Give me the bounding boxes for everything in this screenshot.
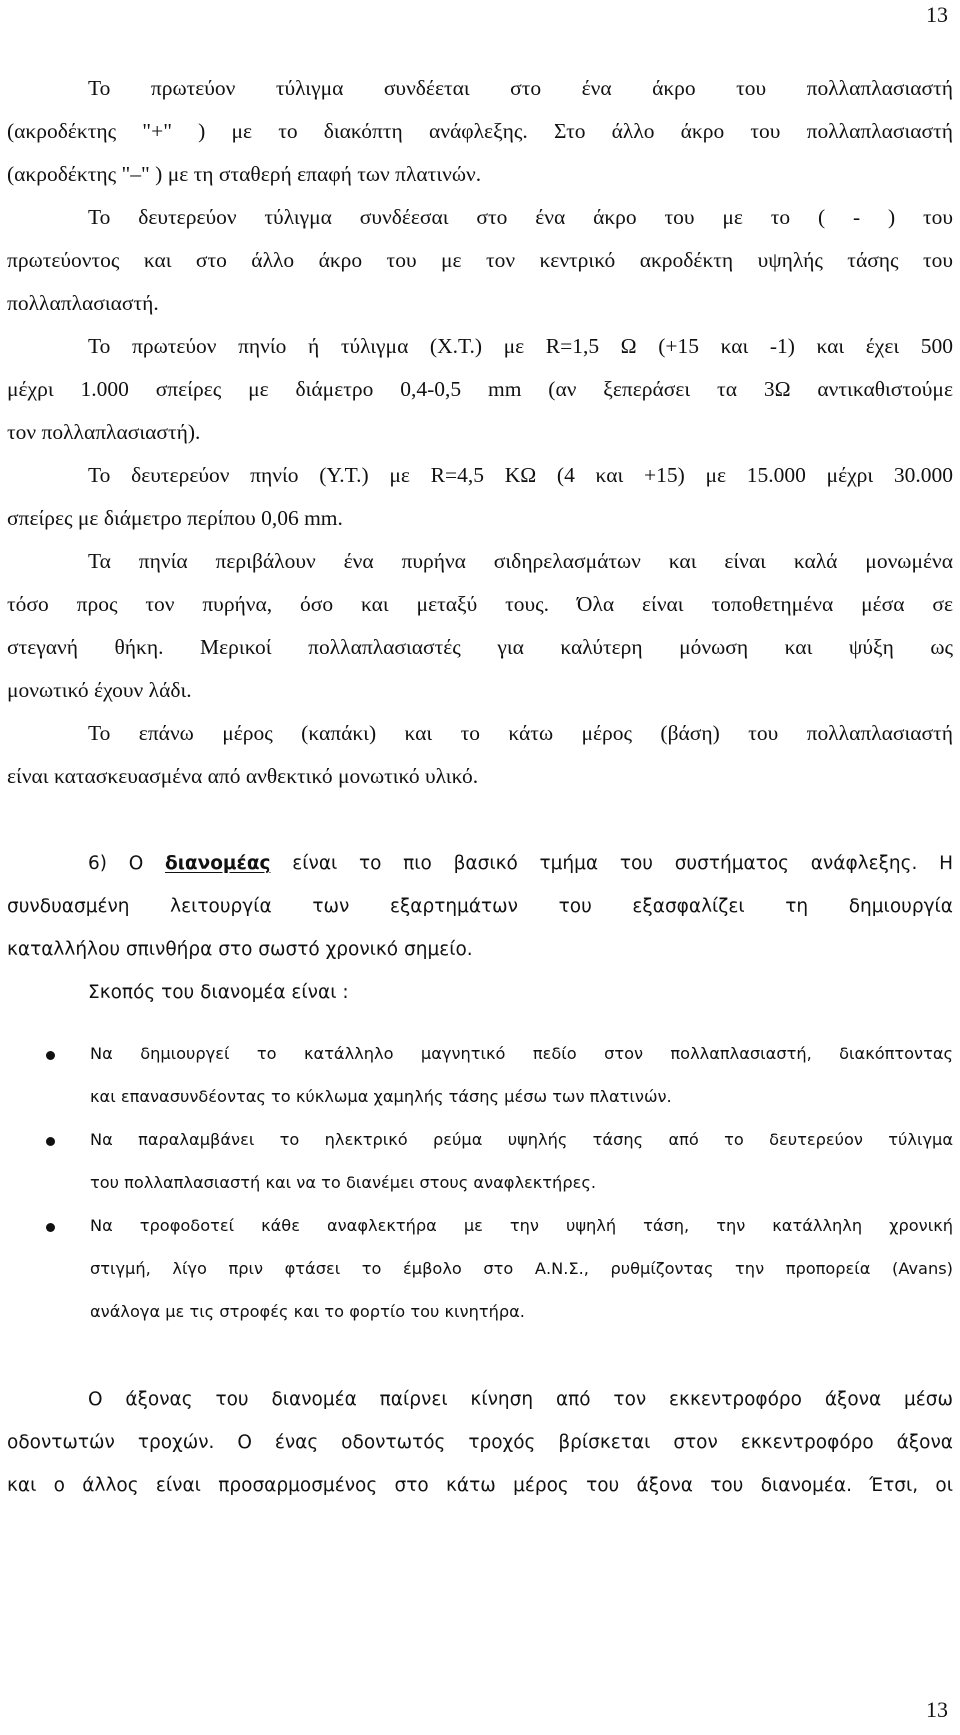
term-distributor: διανομέας	[164, 853, 271, 874]
paragraph-line: (ακροδέκτης "–" ) με τη σταθερή επαφή των πλατινών.	[7, 162, 482, 186]
paragraph-line: στεγανή θήκη. Μερικοί πολλαπλασιαστές για καλύτερη μόνωση και ψύξη ως	[7, 635, 953, 659]
paragraph-line: Το δευτερεύον πηνίο (Υ.Τ.) με R=4,5 ΚΩ (4 και +15) με 15.000 μέχρι 30.000	[88, 463, 953, 487]
paragraph-line: είναι κατασκευασμένα από ανθεκτικό μονωτικό υλικό.	[7, 764, 479, 788]
paragraph-line: Ο άξονας του διανομέα παίρνει κίνηση από τον εκκεντροφόρο άξονα μέσω	[88, 1389, 953, 1410]
bullet-icon	[46, 1051, 55, 1060]
bullet-icon	[46, 1223, 55, 1232]
list-item-line: ανάλογα με τις στροφές και το φορτίο του κινητήρα.	[90, 1302, 525, 1321]
paragraph-line: μέχρι 1.000 σπείρες με διάμετρο 0,4-0,5 mm (αν ξεπεράσει τα 3Ω αντικαθιστούμε	[7, 377, 953, 401]
paragraph-line: Το πρωτεύον πηνίο ή τύλιγμα (Χ.Τ.) με R=1,5 Ω (+15 και -1) και έχει 500	[88, 334, 953, 358]
page-number-bottom: 13	[926, 1697, 948, 1722]
list-intro: Σκοπός του διανομέα είναι :	[88, 982, 349, 1003]
paragraph-line: τόσο προς τον πυρήνα, όσο και μεταξύ τους. Όλα είναι τοποθετημένα μέσα σε	[7, 592, 953, 616]
paragraph-line: οδοντωτών τροχών. Ο ένας οδοντωτός τροχός βρίσκεται στον εκκεντροφόρο άξονα	[7, 1432, 953, 1453]
list-item-line: του πολλαπλασιαστή και να το διανέμει στους αναφλεκτήρες.	[90, 1173, 596, 1192]
paragraph-line: Το πρωτεύον τύλιγμα συνδέεται στο ένα άκρο του πολλαπλασιαστή	[88, 76, 953, 100]
paragraph-line: τον πολλαπλασιαστή).	[7, 420, 201, 444]
list-item-line: στιγμή, λίγο πριν φτάσει το έμβολο στο Α.Ν.Σ., ρυθμίζοντας την προπορεία (Avans)	[90, 1259, 953, 1278]
section-heading-line	[88, 850, 953, 878]
paragraph-line: καταλλήλου σπινθήρα στο σωστό χρονικό σημείο.	[7, 939, 473, 960]
paragraph-line: Το επάνω μέρος (καπάκι) και το κάτω μέρος (βάση) του πολλαπλασιαστή	[88, 721, 953, 745]
paragraph-line: σπείρες με διάμετρο περίπου 0,06 mm.	[7, 506, 343, 530]
paragraph-line: πρωτεύοντος και στο άλλο άκρο του με τον κεντρικό ακροδέκτη υψηλής τάσης του	[7, 248, 953, 272]
paragraph-line: Το δευτερεύον τύλιγμα συνδέεσαι στο ένα άκρο του με το ( - ) του	[88, 205, 953, 229]
paragraph-line: πολλαπλασιαστή.	[7, 291, 159, 315]
paragraph-line: μονωτικό έχουν λάδι.	[7, 678, 192, 702]
paragraph-line: συνδυασμένη λειτουργία των εξαρτημάτων του εξασφαλίζει τη δημιουργία	[7, 896, 953, 917]
paragraph-line: και ο άλλος είναι προσαρμοσμένος στο κάτω μέρος του άξονα του διανομέα. Έτσι, οι	[7, 1475, 953, 1496]
paragraph-line: Τα πηνία περιβάλουν ένα πυρήνα σιδηρελασμάτων και είναι καλά μονωμένα	[88, 549, 953, 573]
paragraph-line: (ακροδέκτης "+" ) με το διακόπτη ανάφλεξης. Στο άλλο άκρο του πολλαπλασιαστή	[7, 119, 953, 143]
bullet-icon	[46, 1137, 55, 1146]
list-item-line: Να παραλαμβάνει το ηλεκτρικό ρεύμα υψηλής τάσης από το δευτερεύον τύλιγμα	[90, 1130, 953, 1149]
list-item-line: Να δημιουργεί το κατάλληλο μαγνητικό πεδίο στον πολλαπλασιαστή, διακόπτοντας	[90, 1044, 953, 1063]
section-number: 6) Ο	[88, 853, 165, 874]
list-item-line: Να τροφοδοτεί κάθε αναφλεκτήρα με την υψηλή τάση, την κατάλληλη χρονική	[90, 1216, 953, 1235]
page-number-top: 13	[926, 2, 948, 27]
heading-rest: είναι το πιο βασικό τμήμα του συστήματος ανάφλεξης. Η	[270, 853, 953, 874]
list-item-line: και επανασυνδέοντας το κύκλωμα χαμηλής τάσης μέσω των πλατινών.	[90, 1087, 672, 1106]
